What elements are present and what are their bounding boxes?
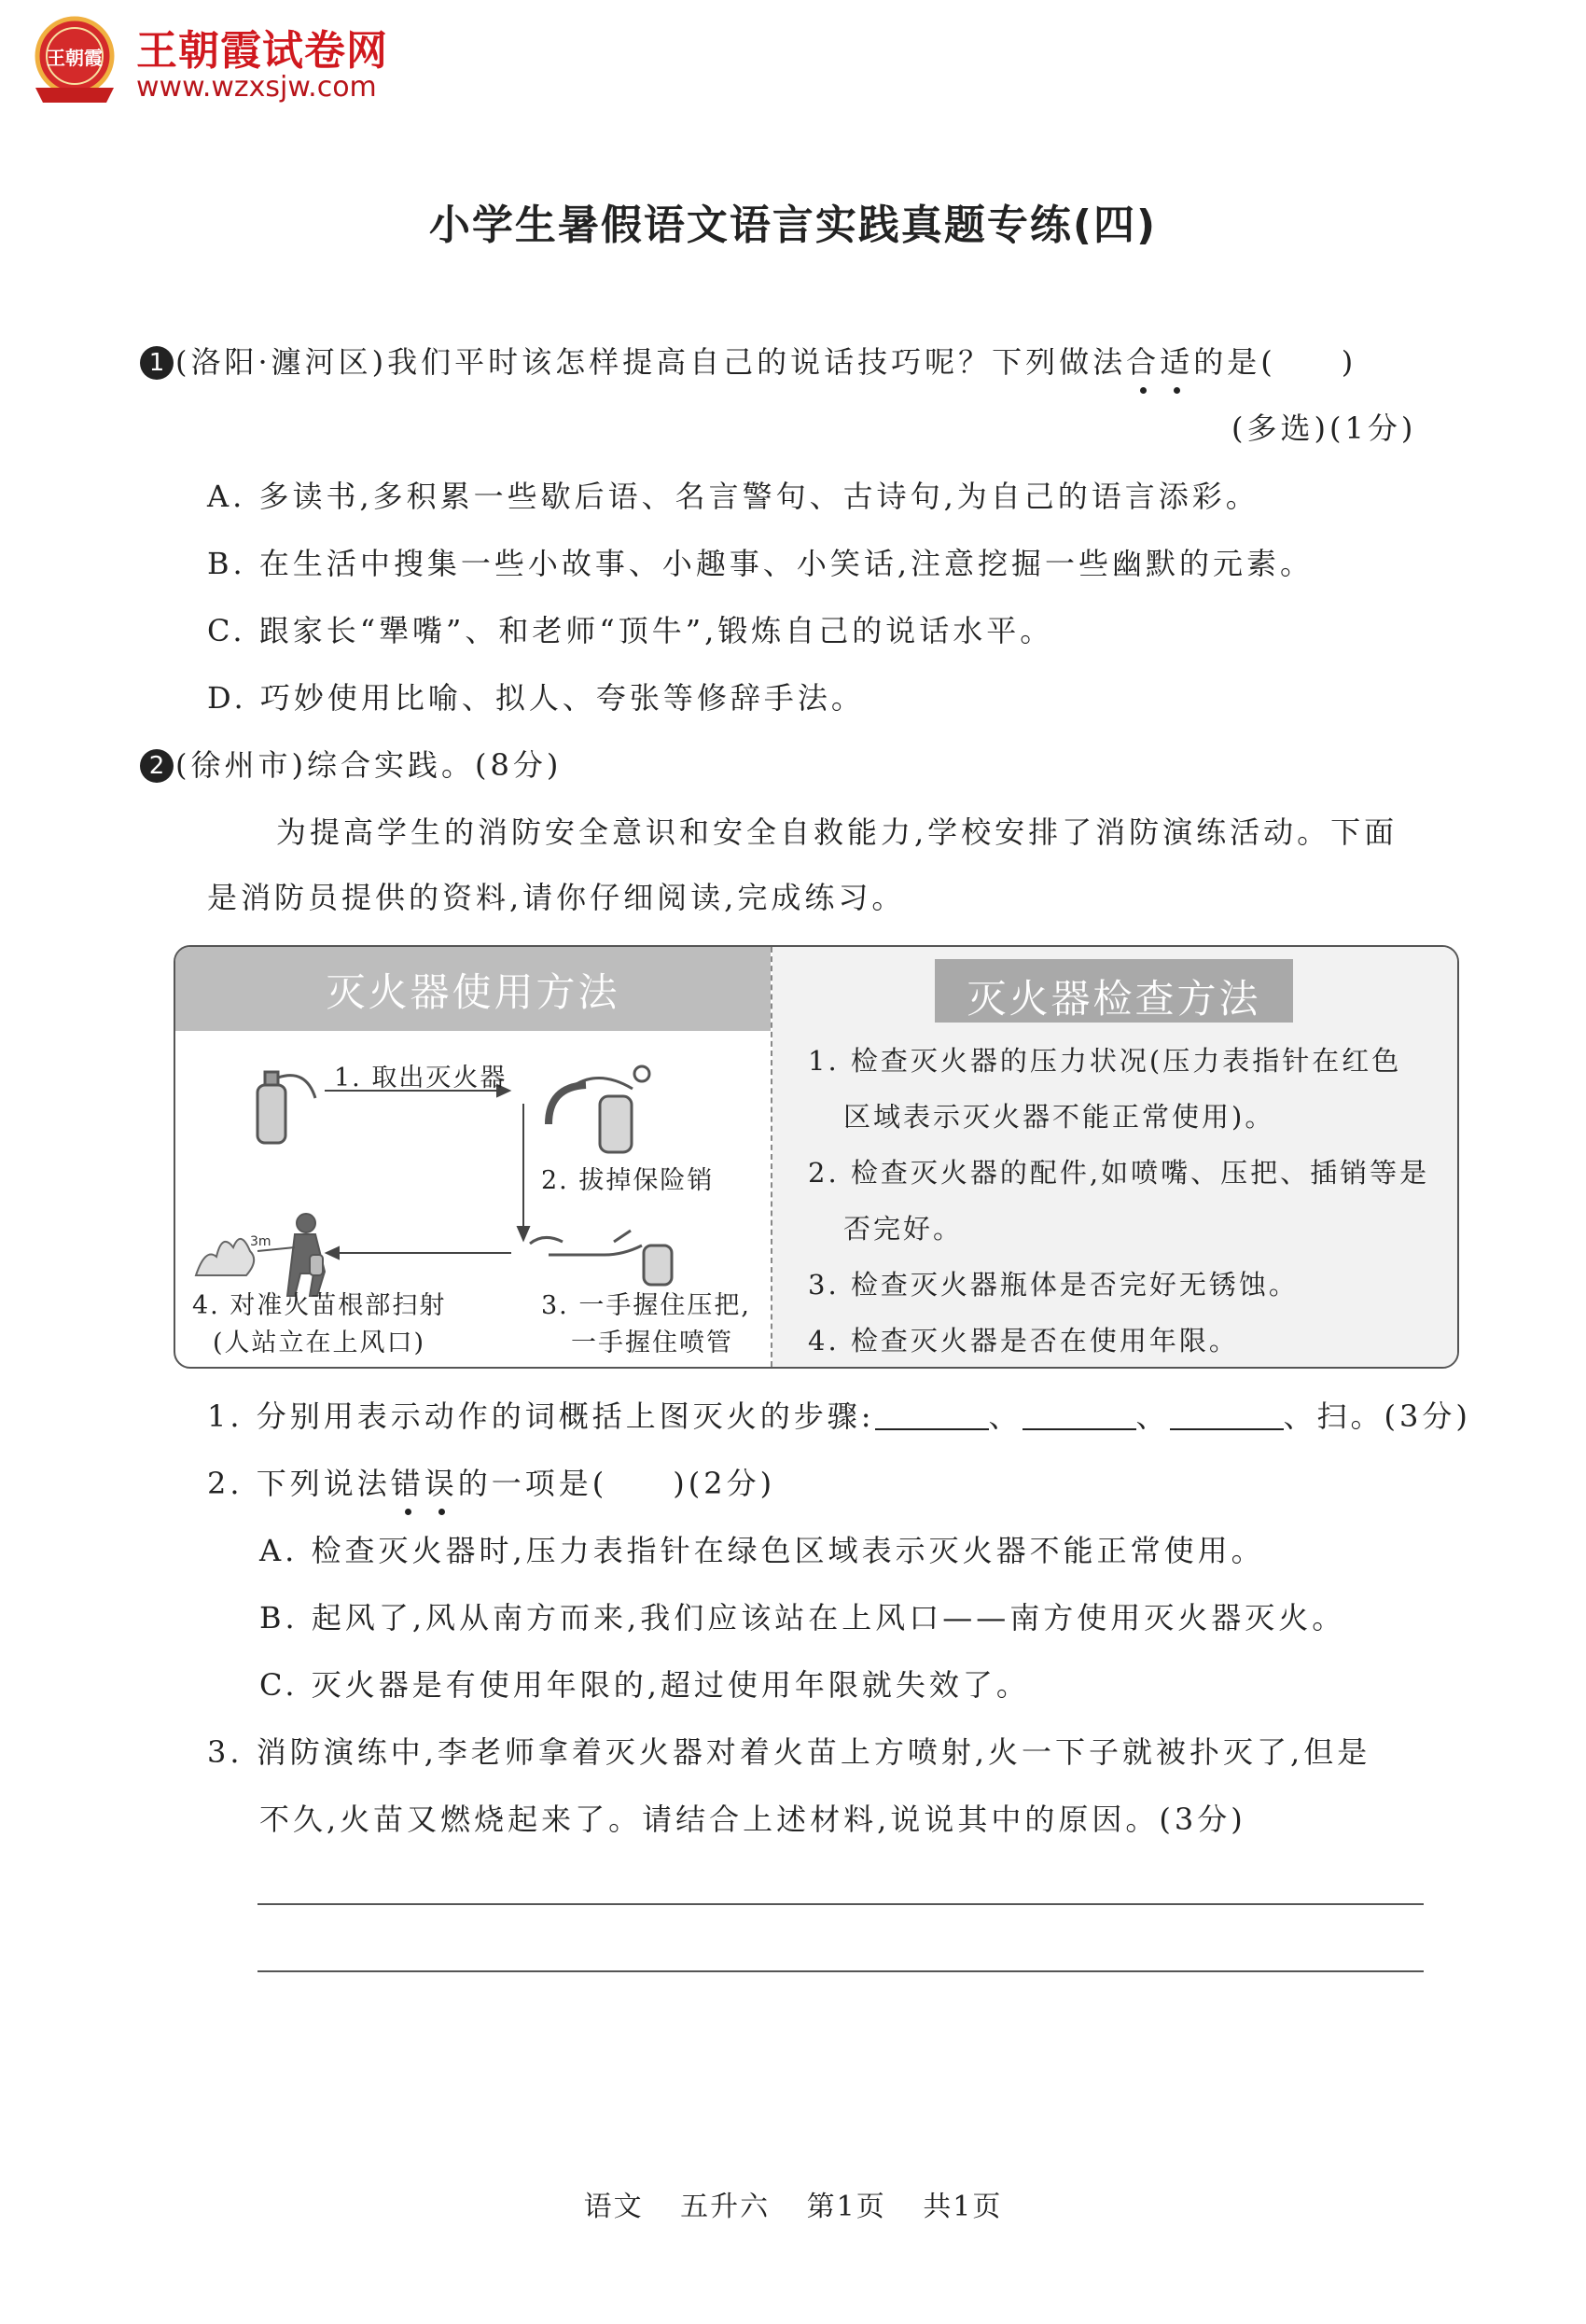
page-footer [0, 2183, 1586, 2224]
sub2-option-c: C. 灭火器是有使用年限的,超过使用年限就失效了。 [259, 1667, 1030, 1703]
check-item-3: 3. 检查灭火器瓶体是否完好无锈蚀。 [808, 1269, 1299, 1301]
answer-line-1[interactable] [257, 1903, 1424, 1905]
box-divider [771, 947, 772, 1367]
q2-intro-1: 为提高学生的消防安全意识和安全自救能力,学校安排了消防演练活动。下面 [276, 814, 1398, 850]
check-item-4: 4. 检查灭火器是否在使用年限。 [808, 1325, 1239, 1357]
site-url: www.wzxsjw.com [136, 71, 377, 104]
site-brand: 王朝霞试卷网 [136, 27, 388, 75]
sub3-line1: 3. 消防演练中,李老师拿着灭火器对着火苗上方喷射,火一下子就被扑灭了,但是 [207, 1734, 1371, 1770]
sub3-line2: 不久,火苗又燃烧起来了。请结合上述材料,说说其中的原因。(3分) [259, 1802, 1246, 1837]
fire-icon [196, 1239, 254, 1275]
site-logo [26, 13, 418, 106]
q1-option-c: C. 跟家长“犟嘴”、和老师“顶牛”,锻炼自己的说话水平。 [207, 613, 1054, 648]
footer-total: 共1页 [923, 2191, 1003, 2223]
arrow-down-icon [518, 1104, 529, 1240]
logo-seal-text: 王朝霞 [47, 47, 103, 69]
sub2-stem: 2. 下列说法错误的一项是( )(2分) [207, 1463, 775, 1504]
q1-number: 1 [140, 346, 174, 380]
arrow-left-icon [327, 1247, 511, 1259]
step-1-label: 1. 取出灭火器 [334, 1064, 508, 1092]
extinguisher-pin-icon [549, 1066, 649, 1152]
q1-option-a: A. 多读书,多积累一些歇后语、名言警句、古诗句,为自己的语言添彩。 [207, 479, 1259, 514]
q2-head: 2 (徐州市)综合实践。(8分) [140, 745, 562, 786]
check-item-1-cont: 区域表示灭火器不能正常使用)。 [843, 1101, 1275, 1133]
q1-option-d: D. 巧妙使用比喻、拟人、夸张等修辞手法。 [207, 680, 865, 716]
check-item-1: 1. 检查灭火器的压力状况(压力表指针在红色 [808, 1045, 1402, 1077]
step-4-label-a: 4. 对准火苗根部扫射 [192, 1291, 447, 1320]
step-2-label: 2. 拔掉保险销 [541, 1166, 715, 1195]
sub2-option-a: A. 检查灭火器时,压力表指针在绿色区域表示灭火器不能正常使用。 [259, 1533, 1265, 1568]
q1-option-b: B. 在生活中搜集一些小故事、小趣事、小笑话,注意挖掘一些幽默的元素。 [207, 546, 1315, 581]
answer-line-2[interactable] [257, 1970, 1424, 1972]
usage-header [175, 947, 771, 1031]
q1-stem: 1 (洛阳·瀍河区)我们平时该怎样提高自己的说话技巧呢？下列做法合适的是( ) [140, 341, 1356, 383]
q2-number: 2 [140, 749, 174, 783]
step-4-label-b: (人站立在上风口) [213, 1329, 426, 1357]
check-item-2: 2. 检查灭火器的配件,如喷嘴、压把、插销等是 [808, 1157, 1430, 1189]
check-title: 灭火器检查方法 [967, 976, 1261, 1022]
extinguisher-icon [257, 1072, 315, 1143]
usage-title: 灭火器使用方法 [326, 969, 620, 1015]
logo-seal-icon [26, 13, 123, 106]
sub2-option-b: B. 起风了,风从南方而来,我们应该站在上风口——南方使用灭火器灭火。 [259, 1600, 1346, 1635]
person-spraying-icon [257, 1214, 325, 1296]
page-title: 小学生暑假语文语言实践真题专练(四) [428, 202, 1158, 249]
footer-subject: 语文 [583, 2191, 644, 2223]
q1-score: (多选)(1分) [1231, 411, 1417, 446]
step-3-label-b: 一手握住喷管 [571, 1329, 733, 1357]
sub1: 1. 分别用表示动作的词概括上图灭火的步骤: 、 、 、扫。(3分) [207, 1399, 1471, 1434]
q2-intro-2: 是消防员提供的资料,请你仔细阅读,完成练习。 [207, 880, 906, 915]
hands-icon [530, 1231, 672, 1285]
answer-blank-1[interactable] [875, 1400, 989, 1430]
footer-page: 第1页 [806, 2191, 886, 2223]
footer-grade: 五升六 [680, 2191, 771, 2223]
check-item-2-cont: 否完好。 [843, 1213, 964, 1245]
distance-label: 3m [250, 1234, 271, 1249]
extinguisher-info-box [174, 945, 1459, 1369]
check-header [935, 959, 1293, 1023]
answer-blank-3[interactable] [1170, 1400, 1284, 1430]
answer-blank-2[interactable] [1023, 1400, 1136, 1430]
step-3-label-a: 3. 一手握住压把, [541, 1291, 751, 1320]
